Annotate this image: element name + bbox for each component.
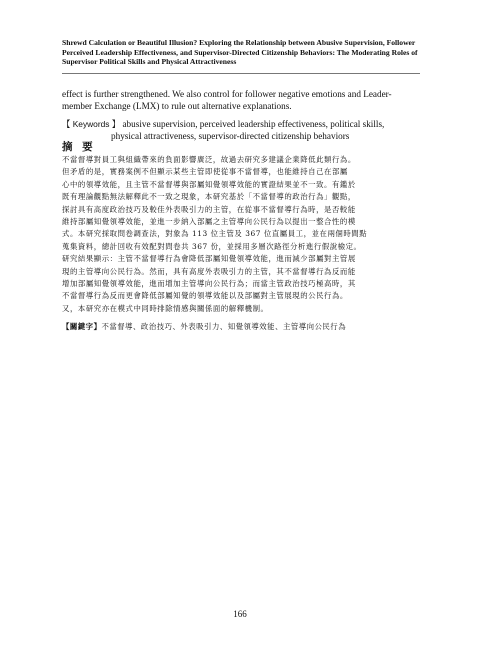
english-keywords-text: abusive supervision, perceived leadership effectiveness, political skills, — [122, 119, 385, 129]
chinese-abstract-body — [62, 154, 420, 315]
chinese-abstract-line: 式。本研究採取問卷調查法，對象為 113 位主管及 367 位直屬員工，並在兩個時間點 — [62, 229, 368, 239]
chinese-abstract-line: 但矛盾的是，實務案例不但顯示某些主管即使從事不當督導，也能維持自己在部屬 — [62, 167, 348, 177]
running-head-line: Shrewd Calculation or Beautiful Illusion? Exploring the Relationship between Abusive Supervision, Follower — [62, 38, 416, 47]
running-head-line: Supervisor Political Skills and Physical Attractiveness — [62, 57, 237, 67]
running-head — [62, 38, 422, 67]
chinese-keywords-text: 不當督導、政治技巧、外表吸引力、知覺領導效能、主管導向公民行為 — [101, 322, 347, 331]
chinese-abstract-line: 既有理論觀點無法解釋此不一致之現象，本研究基於「不當督導的政治行為」觀點， — [62, 192, 356, 202]
english-keywords-text: physical attractiveness, supervisor-directed citizenship behaviors — [111, 130, 350, 141]
chinese-abstract-line: 又，本研究亦在模式中同時排除情感與關係面的解釋機制。 — [62, 303, 269, 313]
english-keywords-label: 【 Keywords 】 — [62, 119, 121, 129]
chinese-abstract-line: 現的主管導向公民行為。然而，具有高度外表吸引力的主管，其不當督導行為反而能 — [62, 266, 356, 276]
chinese-abstract-line: 不當督導行為反而更會降低部屬知覺的領導效能以及部屬對主管展現的公民行為。 — [62, 291, 348, 301]
abstract-line: effect is further strengthened. We also control for follower negative emotions and Leader- — [62, 89, 392, 99]
header-divider — [62, 73, 420, 74]
chinese-abstract-line: 探討具有高度政治技巧及較佳外表吸引力的主管，在從事不當督導行為時，是否較能 — [62, 204, 356, 214]
chinese-keywords — [62, 321, 422, 333]
english-keywords — [62, 119, 424, 142]
abstract-line: member Exchange (LMX) to rule out alternative explanations. — [62, 100, 292, 111]
chinese-abstract-line: 研究結果顯示：主管不當督導行為會降低部屬知覺領導效能，進而減少部屬對主管展 — [62, 254, 356, 264]
chinese-abstract-line: 增加部屬知覺領導效能，進而增加主管導向公民行為；而當主管政治技巧極高時，其 — [62, 279, 356, 289]
chinese-abstract-line: 蒐集資料，總計回收有效配對問卷共 367 份，並採用多層次路徑分析進行假說檢定。 — [62, 241, 362, 251]
chinese-abstract-title: 摘 要 — [62, 141, 96, 153]
chinese-abstract-line: 不當督導對員工與組織帶來的負面影響廣泛，故過去研究多建議企業降低此類行為。 — [62, 155, 356, 164]
running-head-line: Perceived Leadership Effectiveness, and Supervisor-Directed Citizenship Behaviors: The Moderating Roles of — [62, 47, 418, 57]
english-keywords-first-line — [62, 119, 424, 131]
english-abstract-continuation — [62, 89, 424, 112]
chinese-keywords-label: 【關鍵字】 — [62, 322, 102, 331]
chinese-abstract-line: 心中的領導效能，且主管不當督導與部屬知覺領導效能的實證結果並不一致。有鑑於 — [62, 179, 356, 189]
chinese-abstract-line: 維持部屬知覺領導效能，並進一步納入部屬之主管導向公民行為以提出一整合性的模 — [62, 217, 356, 227]
page-number: 166 — [233, 609, 247, 619]
